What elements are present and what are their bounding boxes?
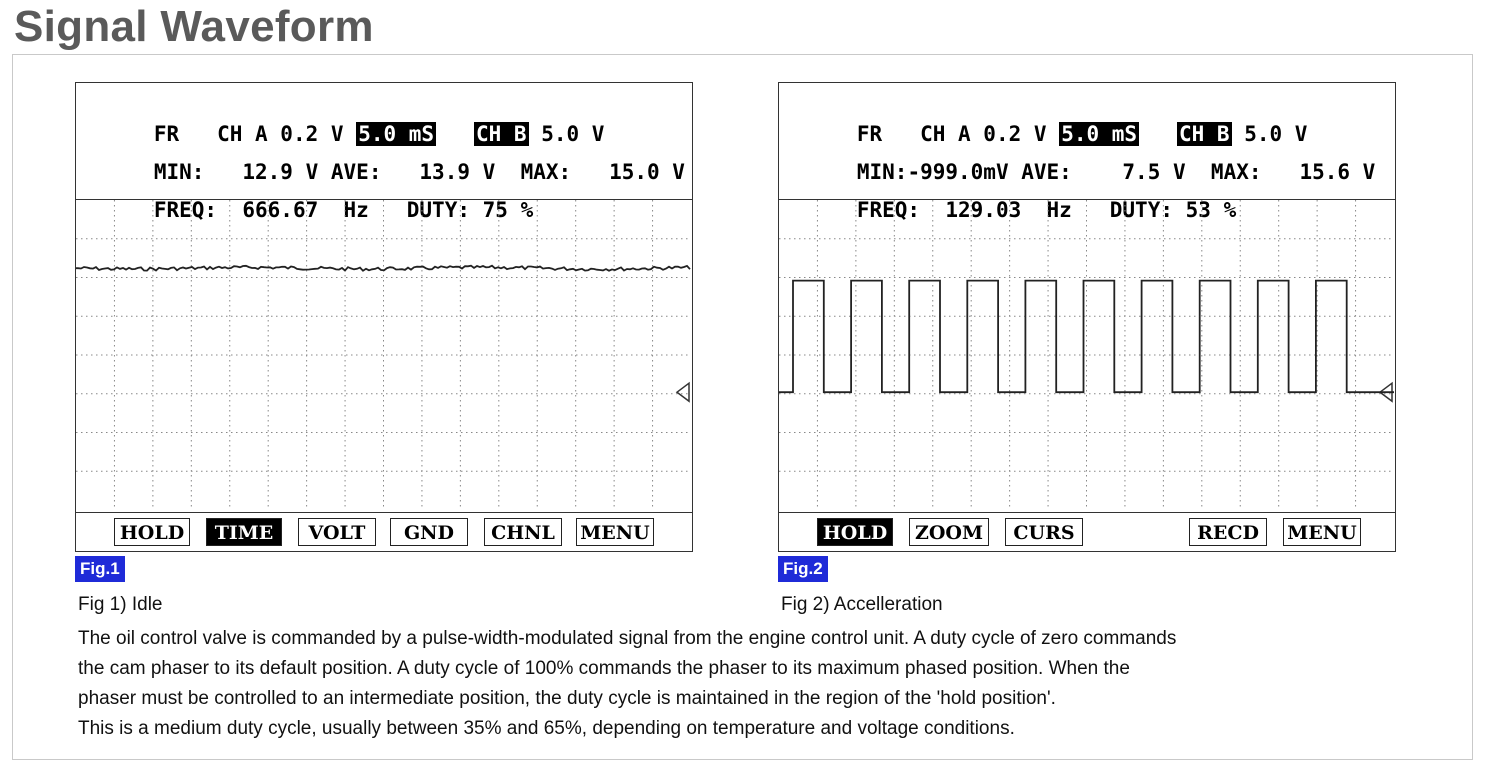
fr-label: FR — [153, 122, 180, 146]
oscilloscope-screen-fig2 — [778, 82, 1396, 552]
volt-button[interactable]: VOLT — [298, 518, 376, 546]
timebase-setting: 5.0 mS — [358, 122, 435, 146]
min-label: MIN: — [856, 160, 908, 184]
zoom-button[interactable]: ZOOM — [909, 518, 989, 546]
softkey-bar — [779, 512, 1395, 551]
max-value: 15.0 V — [609, 160, 685, 184]
gnd-button[interactable]: GND — [390, 518, 468, 546]
freq-unit: Hz — [343, 198, 369, 222]
freq-label: FREQ: — [153, 198, 218, 222]
channel-a-setting: CH A 0.2 V — [920, 122, 1047, 146]
ground-marker-icon — [677, 383, 689, 401]
description-line: phaser must be controlled to an intermediate position, the duty cycle is maintained in the region of the 'hold position'. — [78, 688, 1056, 709]
max-label: MAX: — [520, 160, 572, 184]
hold-button[interactable]: HOLD — [817, 518, 893, 546]
min-value: 12.9 V — [242, 160, 319, 184]
max-label: MAX: — [1210, 160, 1262, 184]
curs-button[interactable]: CURS — [1005, 518, 1083, 546]
freq-label: FREQ: — [856, 198, 921, 222]
waveform-plot — [779, 200, 1394, 510]
min-value: -999.0mV — [907, 160, 1009, 184]
min-label: MIN: — [153, 160, 205, 184]
hold-button[interactable]: HOLD — [114, 518, 190, 546]
description-text — [78, 624, 1458, 744]
recd-button[interactable]: RECD — [1189, 518, 1267, 546]
timebase-setting: 5.0 mS — [1061, 122, 1138, 146]
freq-unit: Hz — [1046, 198, 1072, 222]
grid — [779, 200, 1394, 510]
figure-caption: Fig 1) Idle — [78, 594, 163, 615]
duty-label: DUTY: — [1109, 198, 1173, 222]
waveform-plot — [76, 200, 691, 510]
fr-label: FR — [856, 122, 883, 146]
freq-value: 666.67 — [242, 198, 319, 222]
scope-header — [76, 83, 692, 222]
oscilloscope-screen-fig1 — [75, 82, 693, 552]
chnl-button[interactable]: CHNL — [484, 518, 562, 546]
channel-b-label: CH B — [1178, 122, 1230, 146]
menu-button[interactable]: MENU — [576, 518, 654, 546]
figure-tag: Fig.1 — [75, 556, 125, 582]
grid — [76, 200, 691, 510]
description-line: The oil control valve is commanded by a pulse-width-modulated signal from the engine control unit. A duty cycle of zero commands — [78, 628, 1177, 649]
time-button[interactable]: TIME — [206, 518, 282, 546]
softkey-bar — [76, 512, 692, 551]
ave-label: AVE: — [1021, 160, 1072, 184]
ave-value: 7.5 V — [1122, 160, 1186, 184]
description-line: the cam phaser to its default position. A duty cycle of 100% commands the phaser to its maximum phased position. When the — [78, 658, 1130, 679]
freq-value: 129.03 — [945, 198, 1022, 222]
channel-b-setting: 5.0 V — [1244, 122, 1308, 146]
channel-b-setting: 5.0 V — [541, 122, 605, 146]
scope-header — [779, 83, 1395, 222]
channel-a-setting: CH A 0.2 V — [217, 122, 344, 146]
page-title: Signal Waveform — [14, 2, 374, 51]
duty-label: DUTY: — [406, 198, 470, 222]
channel-b-label: CH B — [475, 122, 527, 146]
duty-value: 53 % — [1185, 198, 1237, 222]
ave-value: 13.9 V — [419, 160, 496, 184]
description-line: This is a medium duty cycle, usually between 35% and 65%, depending on temperature and voltage conditions. — [78, 718, 1015, 739]
menu-button[interactable]: MENU — [1283, 518, 1361, 546]
ave-label: AVE: — [330, 160, 382, 184]
duty-value: 75 % — [482, 198, 534, 222]
figure-tag: Fig.2 — [778, 556, 828, 582]
figure-caption: Fig 2) Accelleration — [781, 594, 943, 615]
max-value: 15.6 V — [1299, 160, 1376, 184]
